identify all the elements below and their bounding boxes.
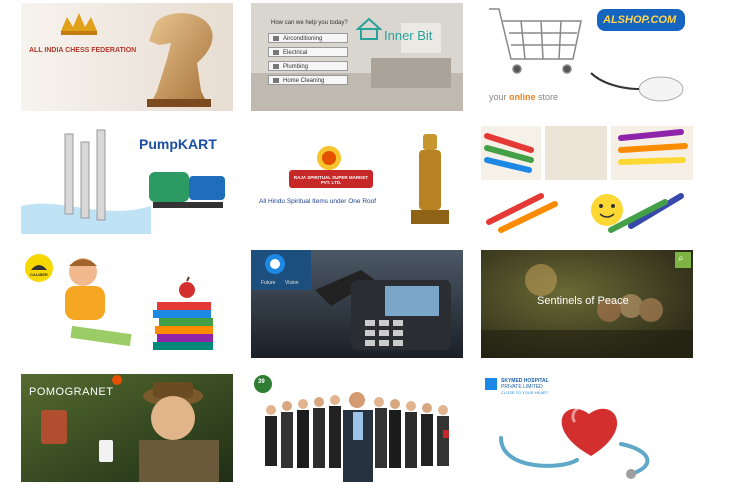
pomegranate-logo-icon [112, 375, 122, 385]
team-badge-number: 39 [258, 379, 265, 385]
smiley-sun-icon [591, 194, 623, 226]
portfolio-tile-pumpkart[interactable] [21, 126, 233, 234]
portfolio-tile-kids-books[interactable] [21, 250, 233, 358]
book-stack-icon [153, 302, 213, 350]
logo-circle-icon [265, 254, 285, 274]
portfolio-tile-chess[interactable] [21, 3, 233, 111]
menu-vision[interactable]: Vision [285, 280, 299, 286]
chess-image [21, 3, 233, 111]
pomogranet-brand: POMOGRANET [29, 386, 114, 398]
kid-books-image [21, 250, 233, 358]
skymed-line2: PRIVATE LIMITED [501, 384, 543, 390]
ganesha-logo-icon [317, 146, 341, 170]
phone-image [251, 250, 463, 358]
portfolio-tile-alshop[interactable] [481, 3, 693, 111]
crayons-image [481, 126, 693, 234]
portfolio-tile-kids-crayons[interactable] [481, 126, 693, 234]
portfolio-tile-raja-spiritual[interactable] [251, 126, 463, 234]
caliber-badge: CALIBER [30, 272, 48, 277]
zoom-icon[interactable]: ⌕ [678, 253, 684, 264]
portfolio-tile-office-phone[interactable] [251, 250, 463, 358]
raja-tagline: All Hindu Spiritual Items under One Roof [259, 198, 377, 205]
alshop-brand: ALSHOP.COM [603, 14, 677, 26]
caliber-logo-icon [25, 254, 53, 282]
portfolio-tile-innerbit[interactable] [251, 3, 463, 111]
portfolio-tile-business-team[interactable] [251, 374, 463, 482]
portfolio-tile-sentinels[interactable] [481, 250, 693, 358]
team-image [251, 374, 463, 482]
calculator-icon [41, 410, 67, 444]
sentinels-title: Sentinels of Peace [537, 295, 629, 307]
raja-badge: RAJA SPIRITUAL SUPER MARKET PVT. LTD. [293, 175, 369, 185]
skymed-logo-icon [485, 378, 497, 390]
service-home-cleaning[interactable]: Home Cleaning [268, 75, 348, 85]
portfolio-tile-skymed[interactable] [481, 374, 693, 482]
skymed-line3: CLOSE TO YOUR HEART [501, 390, 549, 395]
portfolio-tile-pomogranet[interactable] [21, 374, 233, 482]
pumpkart-brand: PumpKART [139, 136, 217, 152]
menu-future[interactable]: Future [261, 280, 276, 286]
skymed-line1: SKYMED HOSPITAL [501, 378, 549, 384]
motor-pump-icon [149, 172, 225, 208]
service-electrical[interactable]: Electrical [268, 47, 348, 57]
innerbit-brand: Inner Bit [384, 28, 433, 43]
service-airconditioning[interactable]: Airconditioning [268, 33, 348, 43]
help-heading: How can we help you today? [271, 20, 348, 26]
chess-federation-title: ALL INDIA CHESS FEDERATION [29, 47, 137, 54]
service-plumbing[interactable]: Plumbing [268, 61, 348, 71]
online-store-tagline: your online store [489, 92, 559, 102]
